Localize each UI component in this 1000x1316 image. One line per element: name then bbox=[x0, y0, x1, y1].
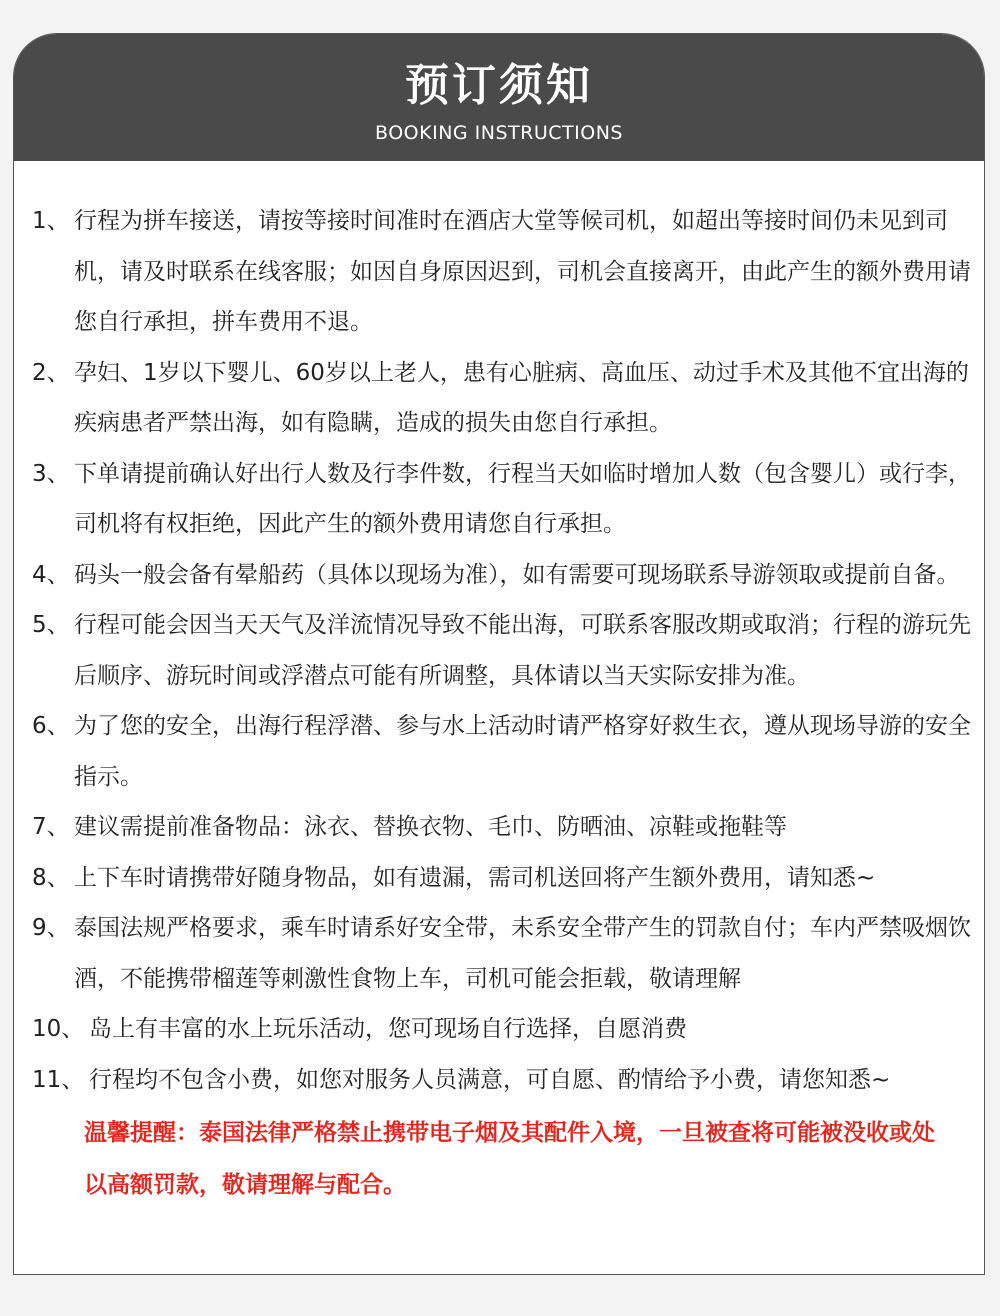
item-text: 行程均不包含小费，如您对服务人员满意，可自愿、酌情给予小费，请您知悉~ bbox=[89, 1066, 891, 1093]
item-number: 11、 bbox=[32, 1066, 85, 1093]
item-number: 8、 bbox=[32, 864, 70, 891]
list-item bbox=[32, 903, 974, 1004]
item-number: 10、 bbox=[32, 1016, 85, 1042]
list-item bbox=[32, 196, 974, 348]
item-number: 2、 bbox=[32, 359, 70, 386]
list-item bbox=[32, 348, 974, 449]
list-item bbox=[32, 600, 974, 701]
list-item bbox=[32, 802, 974, 853]
item-number: 4、 bbox=[32, 561, 70, 588]
booking-card bbox=[13, 33, 985, 1275]
item-text: 泰国法规严格要求，乘车时请系好安全带，未系安全带产生的罚款自付；车内严禁吸烟饮酒，不能携带榴莲等刺激性食物上车，司机可能会拒载，敬请理解 bbox=[74, 915, 971, 992]
warm-reminder-notice: 温馨提醒：泰国法律严格禁止携带电子烟及其配件入境，一旦被查将可能被没收或处以高额罚款，敬请理解与配合。 bbox=[84, 1120, 935, 1198]
item-number: 6、 bbox=[32, 713, 70, 739]
header-banner bbox=[14, 34, 984, 161]
item-text: 岛上有丰富的水上玩乐活动，您可现场自行选择，自愿消费 bbox=[89, 1016, 687, 1042]
item-text: 行程为拼车接送，请按等接时间准时在酒店大堂等候司机，如超出等接时间仍未见到司机，请及时联系在线客服；如因自身原因迟到，司机会直接离开，由此产生的额外费用请您自行承担，拼车费用不退。 bbox=[74, 208, 971, 335]
list-item bbox=[32, 550, 974, 601]
instructions-list bbox=[14, 161, 984, 1211]
page-title: 预订须知 bbox=[405, 60, 593, 111]
item-text: 行程可能会因当天天气及洋流情况导致不能出海，可联系客服改期或取消；行程的游玩先后顺序、游玩时间或浮潜点可能有所调整，具体请以当天实际安排为准。 bbox=[74, 612, 971, 689]
page-subtitle: BOOKING INSTRUCTIONS bbox=[375, 122, 623, 144]
item-number: 9、 bbox=[32, 915, 70, 941]
list-item bbox=[32, 449, 974, 550]
item-text: 下单请提前确认好出行人数及行李件数，行程当天如临时增加人数（包含婴儿）或行李，司机将有权拒绝，因此产生的额外费用请您自行承担。 bbox=[74, 460, 971, 537]
item-number: 5、 bbox=[32, 612, 70, 638]
item-number: 3、 bbox=[32, 460, 70, 487]
list-item bbox=[32, 1055, 974, 1106]
item-text: 建议需提前准备物品：泳衣、替换衣物、毛巾、防晒油、凉鞋或拖鞋等 bbox=[74, 814, 787, 840]
list-item bbox=[32, 701, 974, 802]
item-text: 孕妇、1岁以下婴儿、60岁以上老人，患有心脏病、高血压、动过手术及其他不宜出海的疾病患者严禁出海，如有隐瞒，造成的损失由您自行承担。 bbox=[74, 359, 969, 436]
item-number: 1、 bbox=[32, 208, 70, 234]
item-text: 为了您的安全，出海行程浮潜、参与水上活动时请严格穿好救生衣，遵从现场导游的安全指示。 bbox=[74, 713, 971, 790]
item-number: 7、 bbox=[32, 814, 70, 840]
list-item bbox=[32, 1004, 974, 1055]
list-item bbox=[32, 853, 974, 904]
item-text: 上下车时请携带好随身物品，如有遗漏，需司机送回将产生额外费用，请知悉~ bbox=[74, 864, 876, 891]
item-text: 码头一般会备有晕船药（具体以现场为准），如有需要可现场联系导游领取或提前自备。 bbox=[74, 561, 960, 588]
